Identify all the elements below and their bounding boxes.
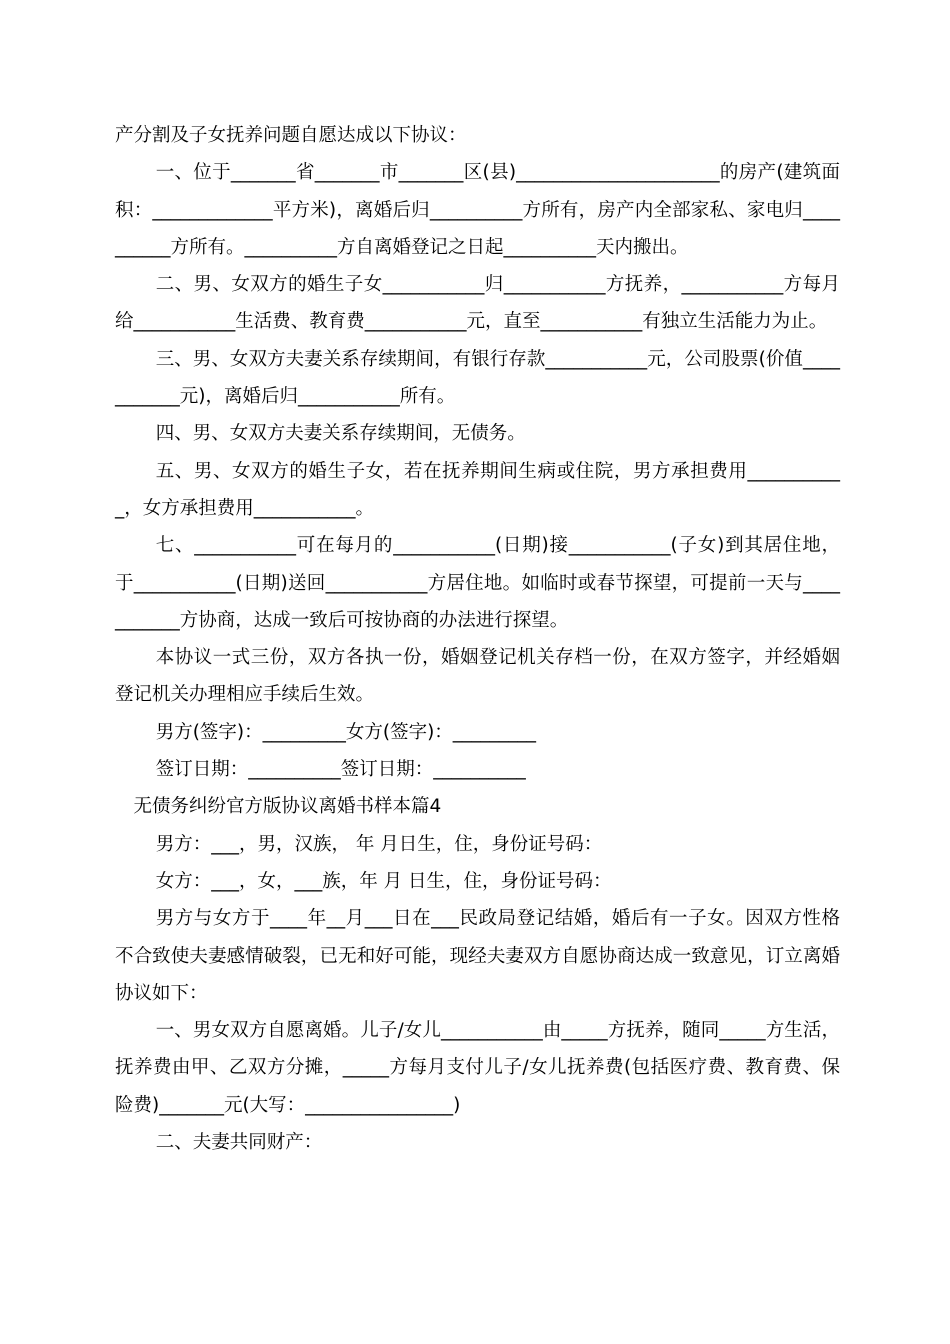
document-body [115, 117, 840, 1161]
signing-date-line: 签订日期：__________签订日期：__________ [155, 759, 526, 781]
clause-house-property: 一、位于_______省_______市_______区(县)______________________的房产(建筑面积：_____________平方米)，离婚后归__________方所有，房产内全部家私、家电归__________方所有。__________方自离婚登记之日起__________天内搬出。 [115, 162, 840, 258]
clause-no-debt: 四、男、女双方夫妻关系存续期间，无债务。 [155, 423, 526, 445]
female-party-info: 女方：___，女，___族，年 月 日生，住，身份证号码： [155, 870, 612, 892]
signature-line: 男方(签字)：_________女方(签字)：_________ [155, 721, 537, 743]
agreement-copies-paragraph: 本协议一式三份，双方各执一份，婚姻登记机关存档一份，在双方签字，并经婚姻登记机关办理相应手续后生效。 [115, 647, 840, 706]
clause-child-custody: 二、男、女双方的婚生子女___________归___________方抚养，___________方每月给___________生活费、教育费___________元，直至___________有独立生活能力为止。 [115, 274, 840, 333]
clause-medical-cost: 五、男、女双方的婚生子女，若在抚养期间生病或住院，男方承担费用___________，女方承担费用___________。 [115, 460, 840, 519]
intro-paragraph: 产分割及子女抚养问题自愿达成以下协议： [115, 125, 467, 146]
male-party-info: 男方：___，男，汉族， 年 月日生，住，身份证号码： [155, 833, 603, 855]
clause-voluntary-divorce: 一、男女双方自愿离婚。儿子/女儿___________由_____方抚养，随同_____方生活，抚养费由甲、乙双方分摊，_____方每月支付儿子/女儿抚养费(包括医疗费、教育费、保险费)_______元(大写：________________) [115, 1020, 840, 1116]
marriage-background: 男方与女方于____年__月___日在___民政局登记结婚，婚后有一子女。因双方性格不合致使夫妻感情破裂，已无和好可能，现经夫妻双方自愿协商达成一致意见，订立离婚协议如下： [115, 908, 840, 1004]
clause-bank-savings: 三、男、女双方夫妻关系存续期间，有银行存款___________元，公司股票(价值___________元)，离婚后归___________所有。 [115, 348, 840, 408]
clause-visitation: 七、___________可在每月的___________(日期)接___________(子女)到其居住地，于___________(日期)送回___________方居住地。如临时或春节探望，可提前一天与___________方协商，达成一致后可按协商的办法进行探望。 [115, 535, 840, 631]
section-title: 无债务纠纷官方版协议离婚书样本篇4 [133, 796, 442, 818]
clause-joint-property: 二、夫妻共同财产： [155, 1132, 323, 1154]
